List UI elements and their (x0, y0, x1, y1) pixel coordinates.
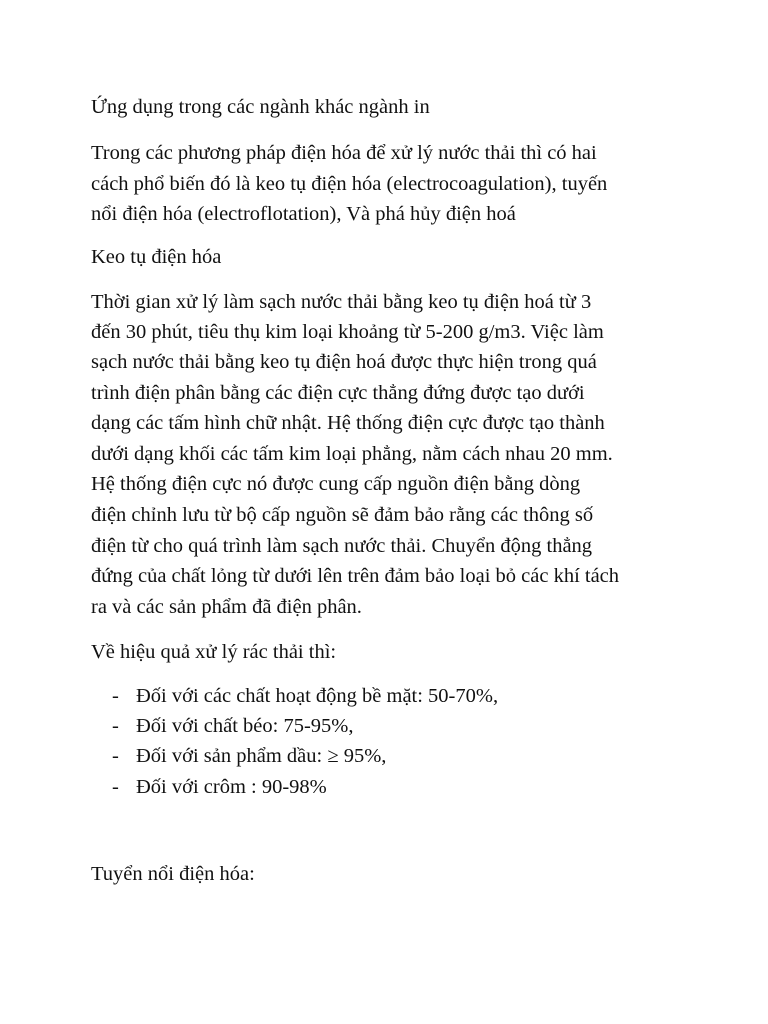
section-heading-applications: Ứng dụng trong các ngành khác ngành in (91, 96, 430, 118)
bullet-item-chromium: Đối với crôm : 90-98% (136, 776, 327, 798)
body-line-2: đến 30 phút, tiêu thụ kim loại khoảng từ 5-200 g/m3. Việc làm (91, 321, 604, 343)
body-line-11: ra và các sản phẩm đã điện phân. (91, 596, 362, 618)
bullet-item-surfactants: Đối với các chất hoạt động bề mặt: 50-70%, (136, 685, 499, 707)
intro-line-2: cách phổ biến đó là keo tụ điện hóa (electrocoagulation), tuyến (91, 173, 608, 195)
body-line-4: trình điện phân bằng các điện cực thẳng đứng được tạo dưới (91, 382, 585, 404)
efficiency-heading: Về hiệu quả xử lý rác thải thì: (91, 641, 337, 663)
section-heading-coagulation: Keo tụ điện hóa (91, 246, 222, 268)
body-line-10: đứng của chất lỏng từ dưới lên trên đảm bảo loại bỏ các khí tách (91, 565, 620, 587)
body-line-5: dạng các tấm hình chữ nhật. Hệ thống điện cực được tạo thành (91, 412, 605, 434)
body-line-6: dưới dạng khối các tấm kim loại phẳng, nằm cách nhau 20 mm. (91, 443, 613, 465)
intro-line-3: nổi điện hóa (electroflotation), Và phá hủy điện hoá (91, 203, 516, 225)
body-line-8: điện chỉnh lưu từ bộ cấp nguồn sẽ đảm bảo rằng các thông số (91, 504, 594, 526)
intro-line-1: Trong các phương pháp điện hóa để xử lý nước thải thì có hai (91, 142, 597, 164)
body-line-7: Hệ thống điện cực nó được cung cấp nguồn điện bằng dòng (91, 473, 581, 495)
bullet-marker: - (112, 685, 119, 707)
bullet-marker: - (112, 776, 119, 798)
bullet-marker: - (112, 715, 119, 737)
body-line-9: điện từ cho quá trình làm sạch nước thải. Chuyển động thẳng (91, 535, 593, 557)
section-heading-flotation: Tuyển nổi điện hóa: (91, 863, 255, 885)
body-line-3: sạch nước thải bằng keo tụ điện hoá được thực hiện trong quá (91, 351, 597, 373)
body-line-1: Thời gian xử lý làm sạch nước thải bằng keo tụ điện hoá từ 3 (91, 291, 592, 313)
bullet-marker: - (112, 745, 119, 767)
bullet-item-oil-products: Đối với sản phẩm dầu: ≥ 95%, (136, 745, 387, 767)
bullet-item-fats: Đối với chất béo: 75-95%, (136, 715, 354, 737)
